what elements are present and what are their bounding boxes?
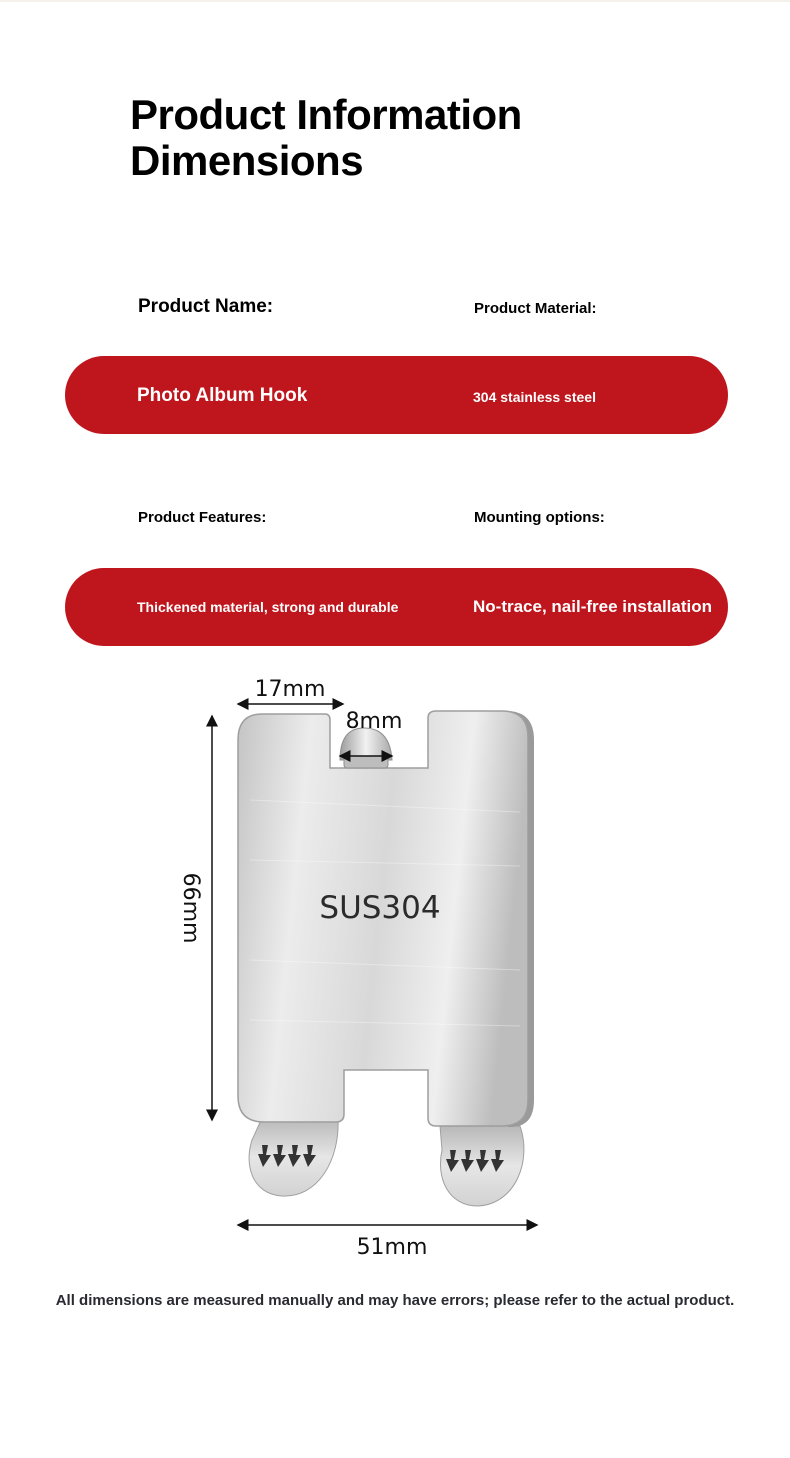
product-features-value: Thickened material, strong and durable: [137, 599, 399, 615]
mounting-options-label: Mounting options:: [474, 509, 605, 526]
product-name-label: Product Name:: [138, 296, 274, 317]
left-adhesive-tab: [249, 1118, 338, 1196]
mounting-options-value: No-trace, nail-free installation: [473, 597, 712, 616]
disclaimer-note: All dimensions are measured manually and may have errors; please refer to the actual product.: [55, 1292, 735, 1309]
product-material-label: Product Material:: [474, 300, 597, 317]
dim-label-8mm: 8mm: [345, 709, 403, 734]
product-name-value: Photo Album Hook: [137, 385, 308, 406]
plate-marking: SUS304: [319, 890, 441, 926]
dim-label-17mm: 17mm: [254, 677, 326, 702]
hook-loop: [340, 728, 392, 768]
product-features-label: Product Features:: [138, 509, 267, 526]
spec-pill-2: [65, 568, 728, 646]
right-adhesive-tab: [440, 1126, 524, 1206]
dim-label-66mm: 66mm: [178, 872, 203, 944]
page-title: [130, 92, 522, 184]
product-material-value: 304 stainless steel: [473, 389, 596, 405]
title-line-2: Dimensions: [130, 137, 364, 184]
top-divider: [0, 0, 790, 2]
dim-label-51mm: 51mm: [356, 1235, 428, 1260]
title-line-1: Product Information: [130, 91, 522, 138]
hook-dimension-diagram: [0, 660, 790, 1280]
spec-pill-1: [65, 356, 728, 434]
